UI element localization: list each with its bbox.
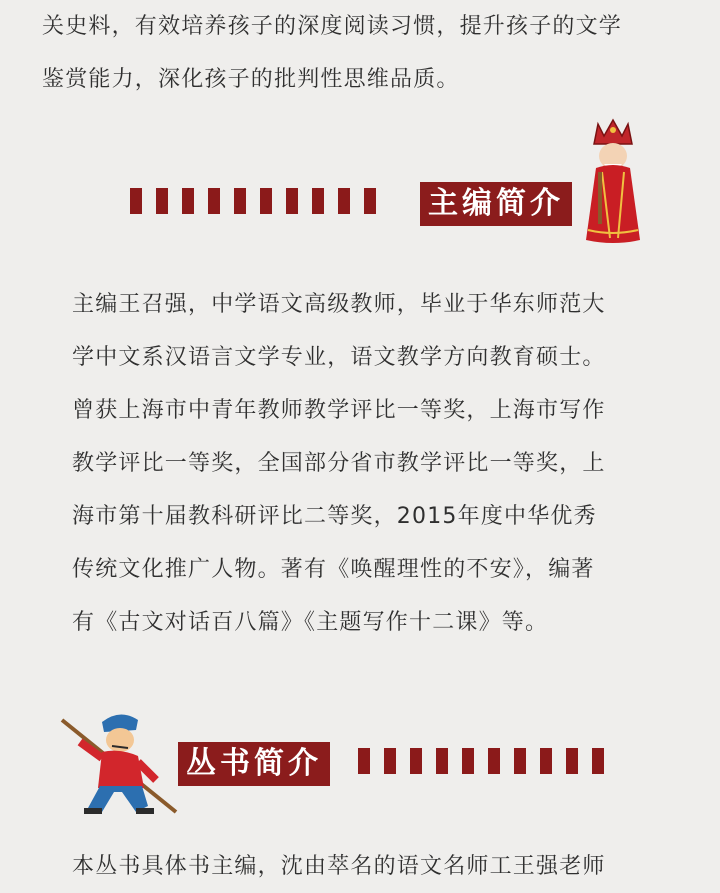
bio-line: 曾获上海市中青年教师教学评比一等奖，上海市写作 [72, 398, 606, 423]
bio-line: 传统文化推广人物。著有《唤醒理性的不安》，编著 [72, 557, 595, 582]
intro-line: 鉴赏能力，深化孩子的批判性思维品质。 [42, 67, 460, 92]
decorative-stripes-right [358, 748, 604, 774]
section-heading-editor: 主编简介 [420, 182, 572, 226]
intro-paragraph [42, 0, 692, 106]
monk-figure-icon [580, 118, 646, 246]
intro-line: 关史料，有效培养孩子的深度阅读习惯，提升孩子的文学 [42, 14, 623, 39]
bio-line: 海市第十届教科研评比二等奖，2015年度中华优秀 [72, 504, 597, 529]
bio-line: 教学评比一等奖，全国部分省市教学评比一等奖，上 [72, 451, 606, 476]
editor-bio-paragraph [72, 278, 662, 649]
warrior-figure-icon [58, 708, 180, 816]
bio-line: 主编王召强，中学语文高级教师，毕业于华东师范大 [72, 292, 606, 317]
bio-line: 学中文系汉语言文学专业，语文教学方向教育硕士。 [72, 345, 606, 370]
decorative-stripes-left [130, 188, 376, 214]
section-heading-series: 丛书简介 [178, 742, 330, 786]
series-line: 本丛书具体书主编，沈由萃名的语文名师工王强老师 [72, 854, 606, 879]
series-intro-paragraph [72, 840, 662, 893]
bio-line: 有《古文对话百八篇》《主题写作十二课》等。 [72, 610, 549, 635]
